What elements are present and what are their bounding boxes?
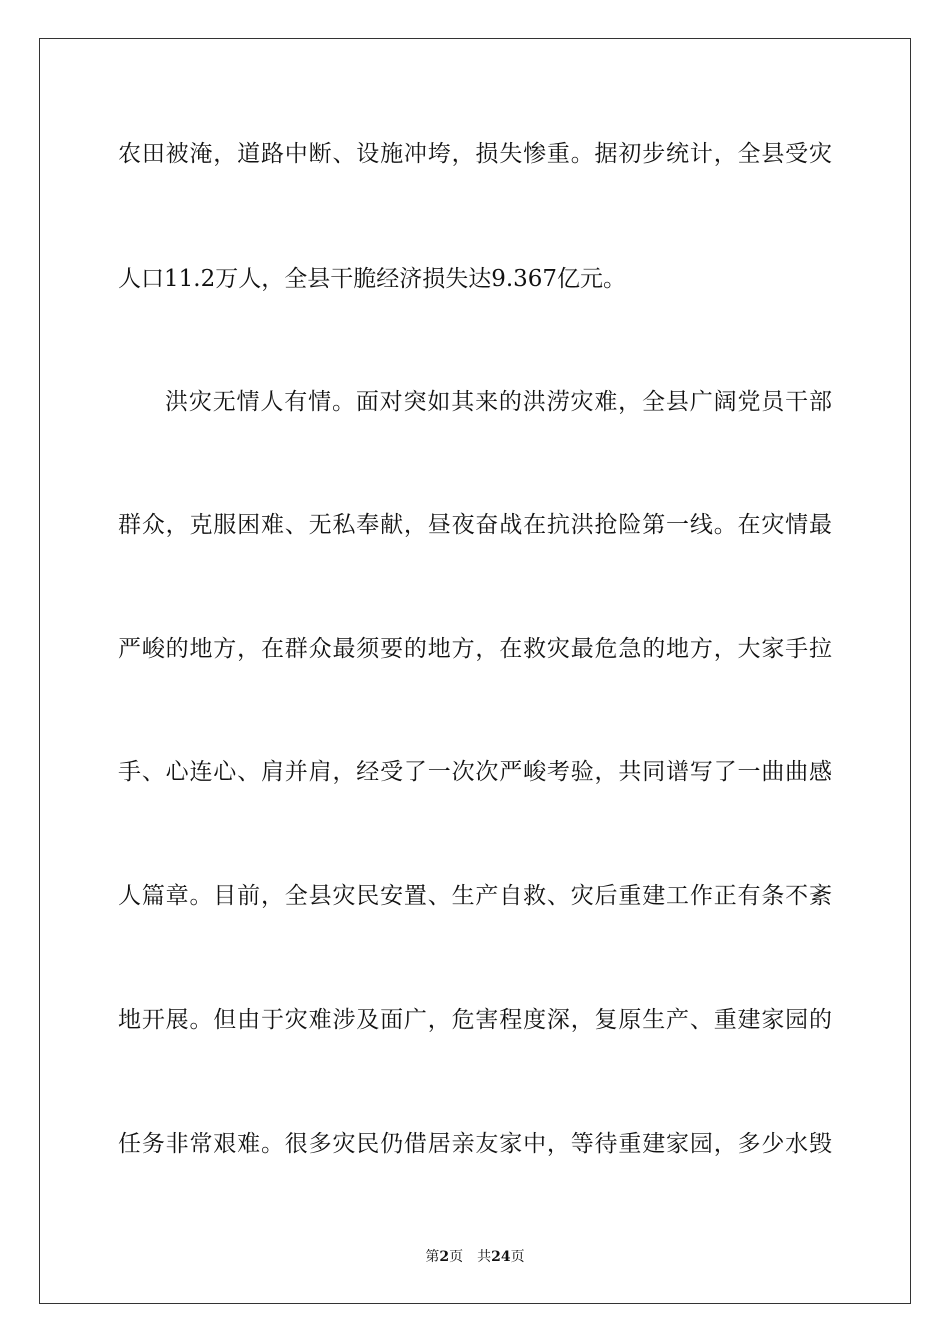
paragraph-line-9: 任务非常艰难。很多灾民仍借居亲友家中，等待重建家园，多少水毁 [118,1131,832,1157]
page-suffix: 页 [449,1249,464,1265]
page-border [39,38,911,1304]
paragraph-line-7: 人篇章。目前，全县灾民安置、生产自救、灾后重建工作正有条不紊 [118,883,832,909]
paragraph-line-4: 群众，克服困难、无私奉献，昼夜奋战在抗洪抢险第一线。在灾情最 [118,512,832,538]
page-number: 2 [439,1249,450,1265]
total-pages: 24 [491,1249,511,1265]
total-prefix: 共 [477,1249,492,1265]
paragraph-line-3: 洪灾无情人有情。面对突如其来的洪涝灾难，全县广阔党员干部 [165,389,832,415]
total-suffix: 页 [510,1249,525,1265]
page-prefix: 第 [425,1249,440,1265]
paragraph-line-8: 地开展。但由于灾难涉及面广，危害程度深，复原生产、重建家园的 [118,1007,832,1033]
paragraph-line-5: 严峻的地方，在群众最须要的地方，在救灾最危急的地方，大家手拉 [118,636,832,662]
paragraph-line-6: 手、心连心、肩并肩，经受了一次次严峻考验，共同谱写了一曲曲感 [118,759,832,785]
paragraph-line-2: 人口11.2万人，全县干脆经济损失达9.367亿元。 [118,266,627,292]
paragraph-line-1: 农田被淹，道路中断、设施冲垮，损失惨重。据初步统计，全县受灾 [118,141,832,167]
page-footer [0,1248,950,1266]
